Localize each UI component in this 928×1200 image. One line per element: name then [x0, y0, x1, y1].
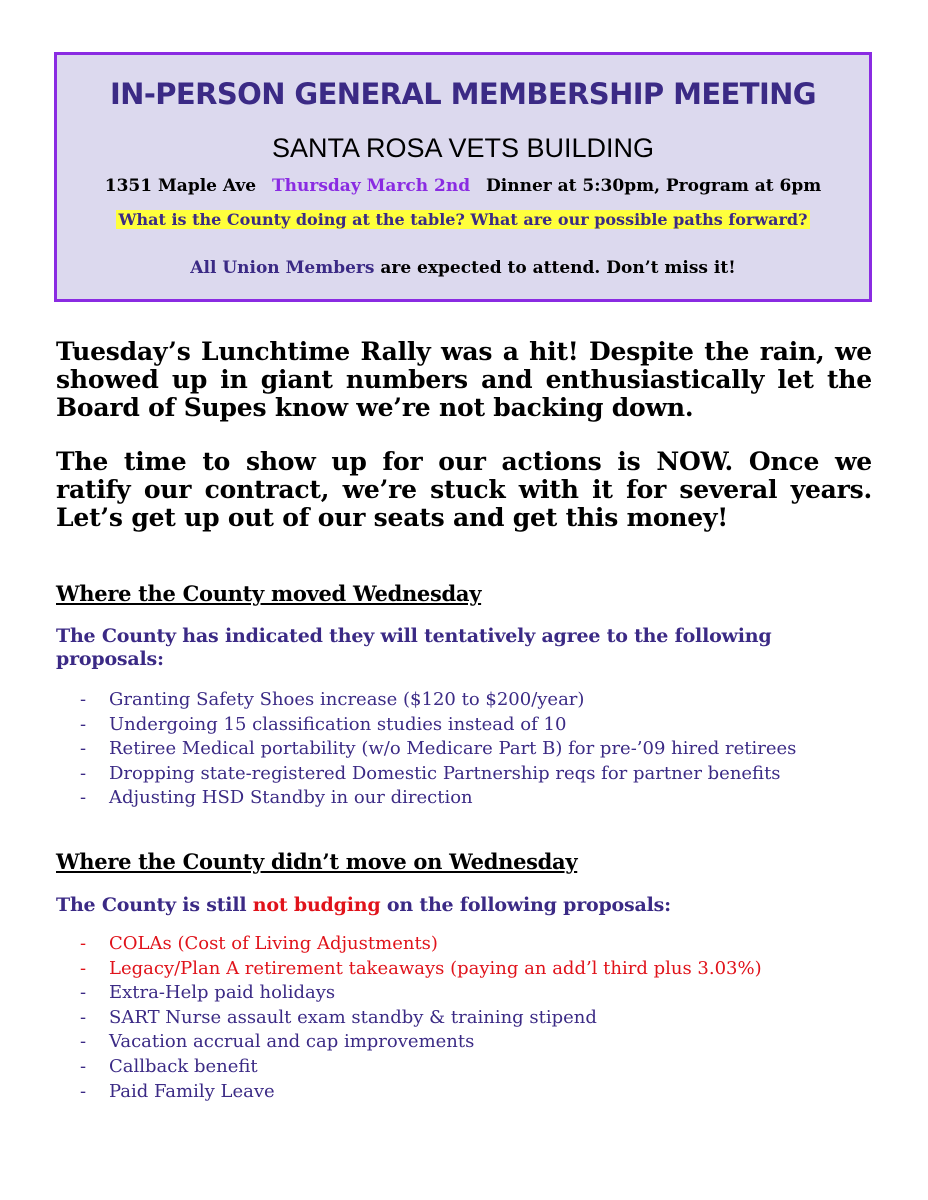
not-budging-emphasis: not budging [252, 894, 381, 916]
list-item: - Dropping state-registered Domestic Partnership reqs for partner benefits [80, 762, 796, 787]
not-moved-intro-start: The County is still [56, 894, 253, 916]
attendance-audience: All Union Members [190, 258, 375, 278]
moved-heading: Where the County moved Wednesday [56, 581, 482, 606]
not-moved-intro [56, 894, 872, 917]
list-item: - Granting Safety Shoes increase ($120 to $200/year) [80, 688, 796, 713]
meeting-question [57, 210, 869, 229]
list-item: - Adjusting HSD Standby in our direction [80, 786, 796, 811]
list-item: - Vacation accrual and cap improvements [80, 1030, 762, 1055]
rally-paragraph: Tuesday’s Lunchtime Rally was a hit! Despite the rain, we showed up in giant numbers and enthusiastically let the Board of Supes know we’re not backing down. [56, 337, 872, 422]
attendance-notice [57, 258, 869, 278]
meeting-address: 1351 Maple Ave [104, 176, 257, 196]
not-moved-intro-end: on the following proposals: [380, 894, 671, 916]
highlighted-question: What is the County doing at the table? What are our possible paths forward? [116, 210, 811, 229]
not-moved-heading: Where the County didn’t move on Wednesday [56, 849, 578, 874]
list-item: - COLAs (Cost of Living Adjustments) [80, 932, 762, 957]
list-item: - Extra-Help paid holidays [80, 981, 762, 1006]
moved-list [80, 688, 796, 811]
list-item: - Paid Family Leave [80, 1080, 762, 1105]
meeting-details [57, 176, 869, 196]
meeting-title: IN-PERSON GENERAL MEMBERSHIP MEETING [109, 77, 817, 111]
list-item: - SART Nurse assault exam standby & training stipend [80, 1006, 762, 1031]
list-item: - Undergoing 15 classification studies instead of 10 [80, 713, 796, 738]
meeting-date: Thursday March 2nd [272, 176, 471, 196]
list-item: - Callback benefit [80, 1055, 762, 1080]
list-item: - Retiree Medical portability (w/o Medicare Part B) for pre-’09 hired retirees [80, 737, 796, 762]
not-moved-list [80, 932, 762, 1104]
meeting-venue: SANTA ROSA VETS BUILDING [271, 133, 655, 163]
meeting-times: Dinner at 5:30pm, Program at 6pm [486, 176, 822, 196]
list-item: - Legacy/Plan A retirement takeaways (paying an add’l third plus 3.03%) [80, 957, 762, 982]
action-paragraph: The time to show up for our actions is NOW. Once we ratify our contract, we’re stuck with it for several years. Let’s get up out of our seats and get this money! [56, 447, 872, 532]
meeting-banner [54, 52, 872, 302]
moved-intro: The County has indicated they will tentatively agree to the following proposals: [56, 625, 772, 670]
attendance-text: are expected to attend. Don’t miss it! [374, 258, 736, 278]
